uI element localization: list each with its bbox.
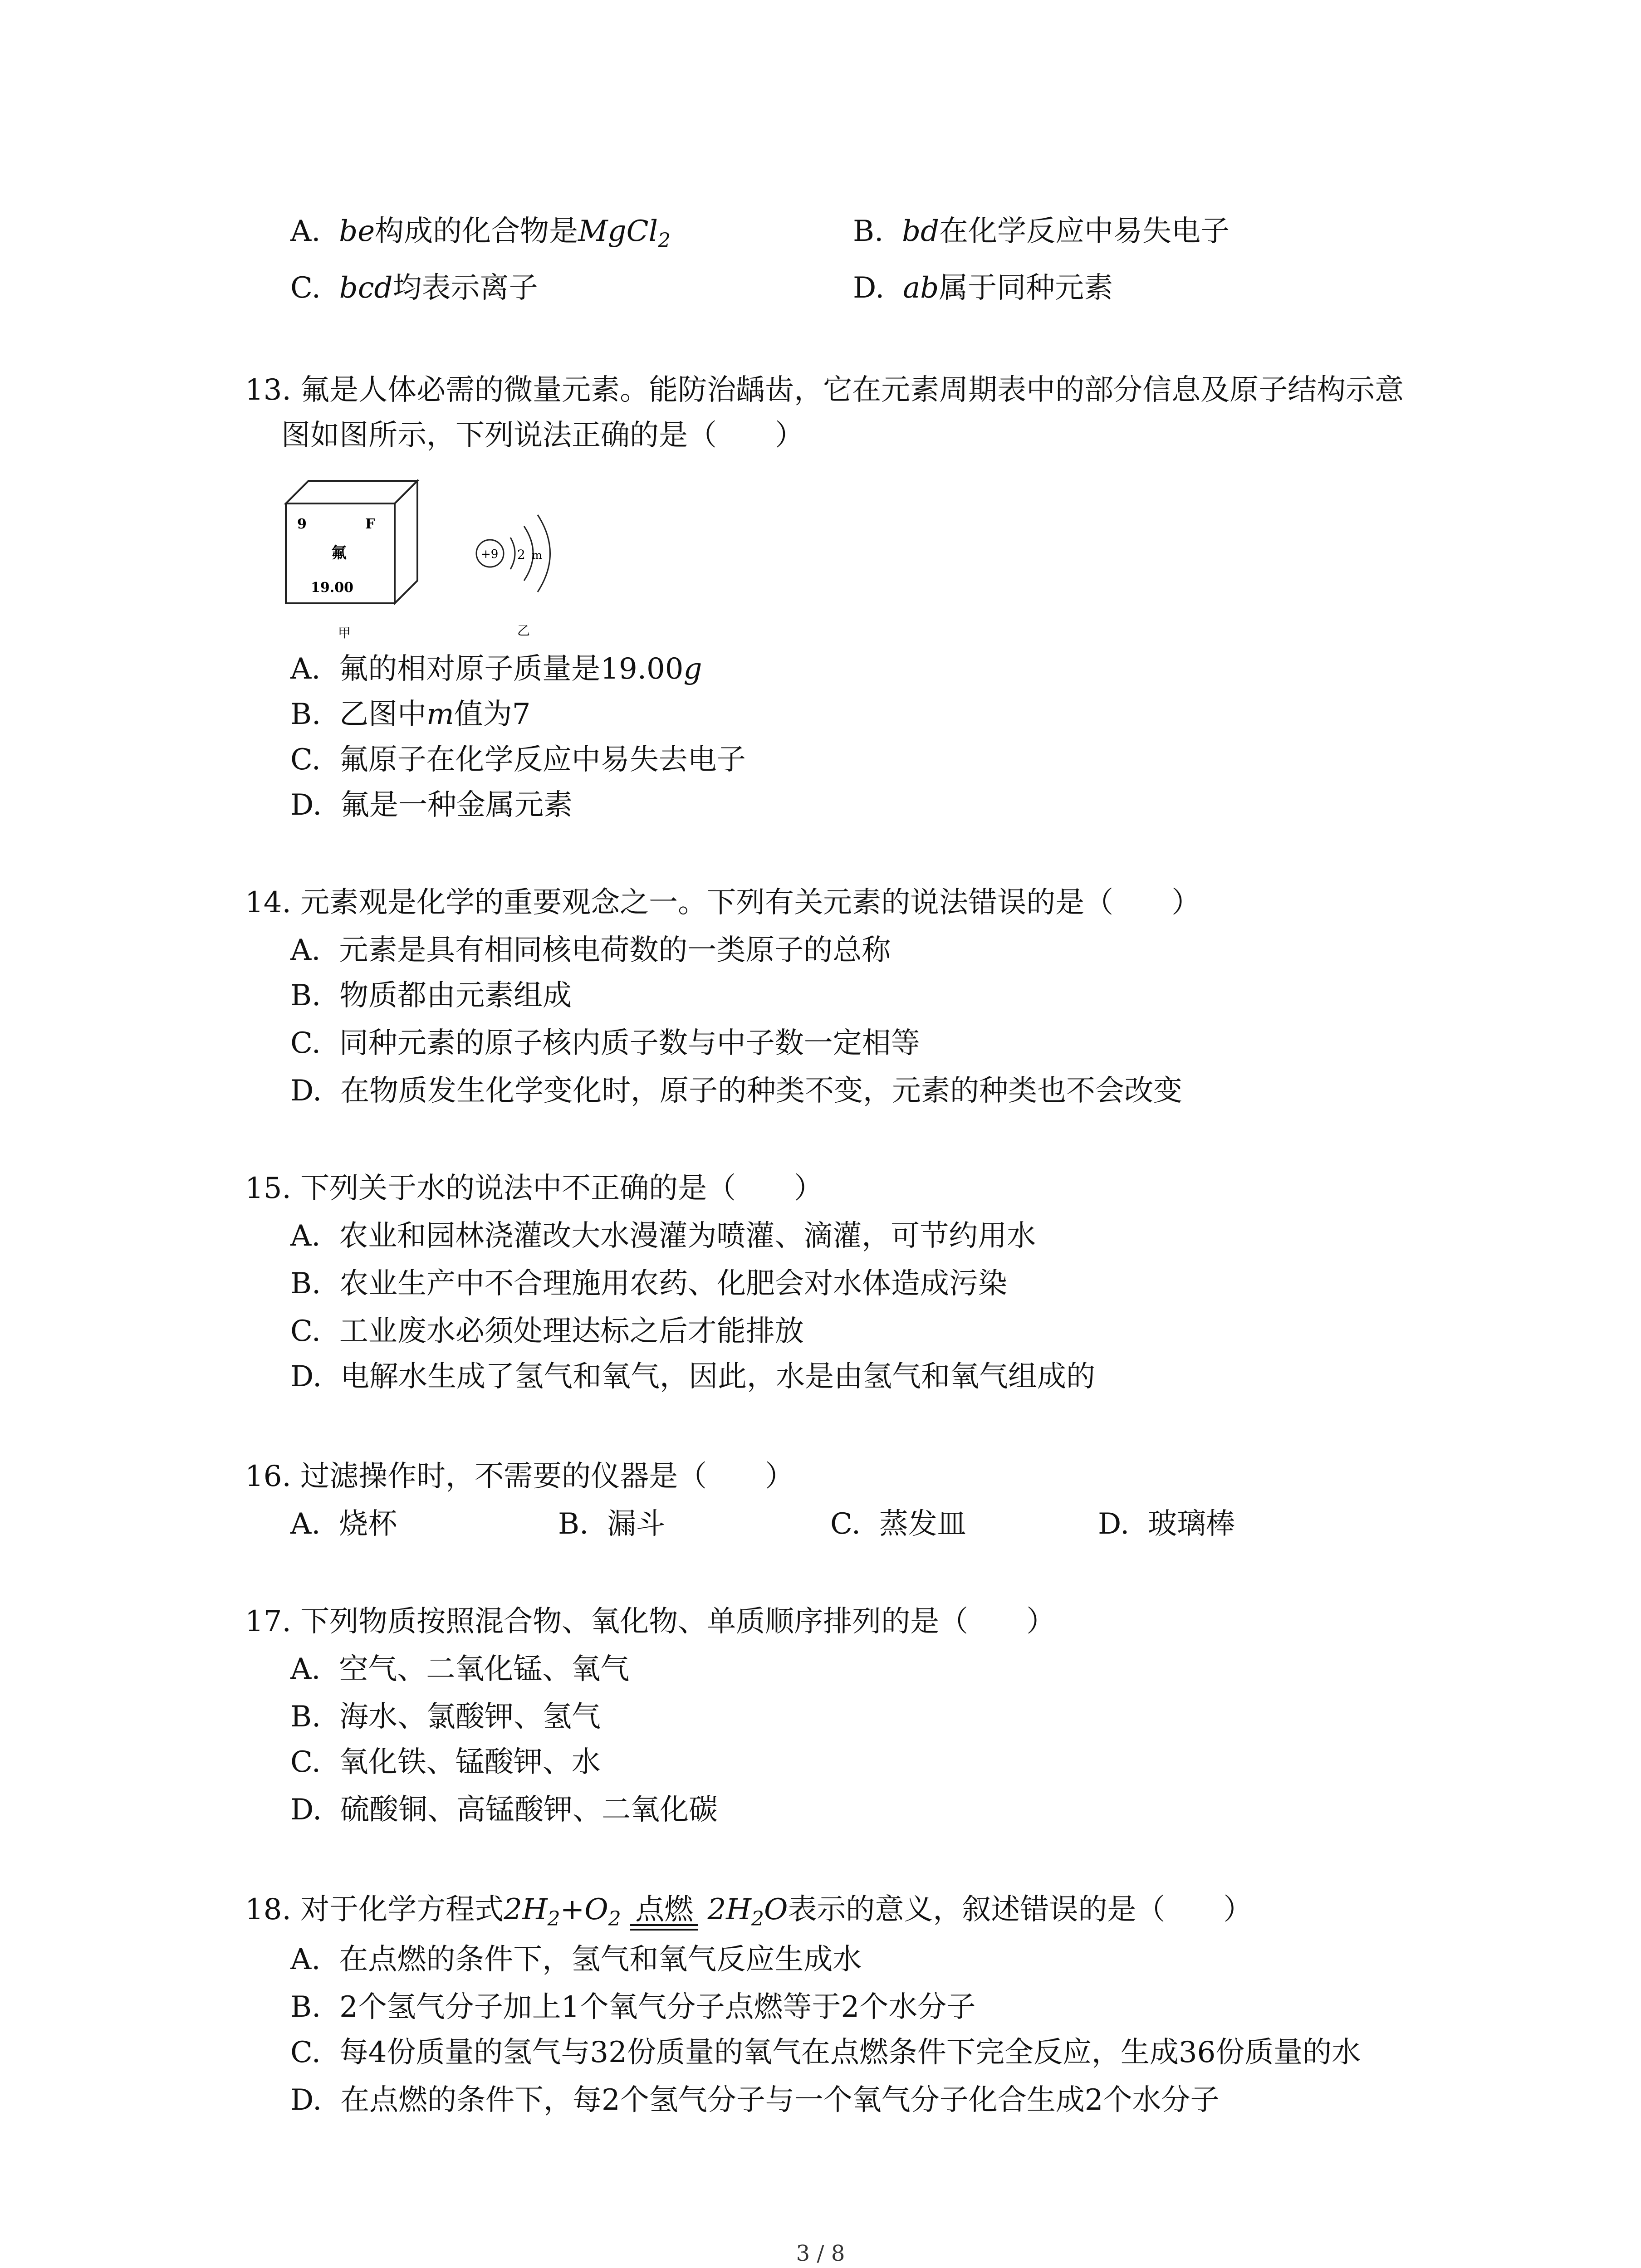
q14-stem	[245, 885, 1200, 921]
option-text: 同种元素的原子核内质子数与中子数一定相等	[339, 1026, 920, 1060]
shell-electrons-2: m	[532, 549, 542, 562]
question-text: 元素观是化学的重要观念之一。下列有关元素的说法错误的是（ ）	[300, 886, 1201, 919]
option-math: be	[339, 215, 375, 248]
q15-option-b	[290, 1266, 1007, 1302]
option-text: 每4份质量的氢气与32份质量的氧气在点燃条件下完全反应，生成36份质量的水	[339, 2036, 1361, 2069]
atom-structure	[476, 515, 550, 592]
question-number: 18.	[245, 1893, 291, 1926]
question-text: 图如图所示，下列说法正确的是（ ）	[281, 419, 804, 452]
option-text: 蒸发皿	[879, 1507, 966, 1541]
option-label: C.	[290, 2036, 321, 2069]
option-text: 乙图中	[339, 698, 427, 731]
question-text: 下列关于水的说法中不正确的是（ ）	[300, 1172, 823, 1205]
question-number: 14.	[245, 886, 291, 919]
equation-reactant-h2: $2H_2$	[504, 1893, 560, 1931]
option-text: 烧杯	[339, 1507, 397, 1541]
option-label: A.	[290, 1943, 321, 1976]
option-math: bd	[902, 215, 939, 248]
option-math: ab	[903, 271, 939, 305]
option-label: C.	[290, 1315, 321, 1348]
equation-arrow	[630, 1892, 698, 1931]
option-label: D.	[853, 271, 885, 305]
option-label: B.	[290, 979, 321, 1012]
option-text: 属于同种元素	[939, 271, 1113, 305]
element-symbol: F	[365, 516, 375, 532]
figure-label-a: 甲	[338, 626, 351, 640]
option-label: C.	[290, 1745, 321, 1779]
q14-option-c	[290, 1025, 920, 1061]
q18-option-d	[290, 2082, 1220, 2118]
option-label: A.	[290, 1507, 321, 1541]
option-label: A.	[290, 934, 321, 967]
option-text: 工业废水必须处理达标之后才能排放	[339, 1315, 804, 1348]
option-text: 海水、氯酸钾、氢气	[339, 1700, 601, 1734]
option-math: bcd	[339, 271, 393, 305]
question-text: 过滤操作时，不需要的仪器是（ ）	[300, 1460, 794, 1493]
nucleus-charge: +9	[481, 547, 499, 561]
option-text: 空气、二氧化锰、氧气	[339, 1652, 630, 1686]
question-number: 13.	[245, 373, 291, 407]
q15-stem	[245, 1170, 823, 1207]
q17-option-a	[290, 1651, 629, 1687]
option-label: B.	[558, 1507, 589, 1541]
question-text: 氟是人体必需的微量元素。能防治龋齿，它在元素周期表中的部分信息及原子结构示意	[300, 373, 1404, 407]
option-label: C.	[290, 1026, 321, 1060]
formula: MgCl	[578, 215, 658, 248]
atomic-number: 9	[297, 516, 307, 532]
question-text: 对于化学方程式	[300, 1893, 504, 1926]
question-text-post: 表示的意义，叙述错误的是（ ）	[788, 1893, 1253, 1926]
option-text: 物质都由元素组成	[339, 979, 572, 1012]
q12-option-a	[290, 213, 671, 259]
option-text: 氧化铁、锰酸钾、水	[339, 1745, 601, 1779]
q14-option-d	[290, 1073, 1182, 1109]
option-unit: g	[683, 652, 702, 686]
option-text: 玻璃棒	[1148, 1507, 1235, 1541]
option-text: 硫酸铜、高锰酸钾、二氧化碳	[340, 1793, 718, 1827]
page-number: 3 / 8	[796, 2241, 845, 2266]
q16-option-c	[830, 1506, 966, 1542]
option-label: D.	[290, 1793, 322, 1827]
option-text: 电解水生成了氢气和氧气，因此，水是由氢气和氧气组成的	[340, 1360, 1096, 1393]
q13-stem	[245, 372, 1404, 408]
option-text: 在点燃的条件下，氢气和氧气反应生成水	[339, 1943, 862, 1976]
q12-option-d	[853, 270, 1113, 306]
q15-option-d	[290, 1359, 1095, 1395]
option-label: A.	[290, 652, 321, 686]
element-name: 氟	[331, 544, 347, 562]
option-text: 氟的相对原子质量是	[339, 652, 601, 686]
option-text: 均表示离子	[392, 271, 538, 305]
option-label: D.	[290, 1074, 322, 1108]
atomic-mass: 19.00	[311, 580, 353, 596]
option-label: A.	[290, 215, 321, 248]
option-label: B.	[290, 1267, 321, 1300]
option-text: 构成的化合物是	[375, 215, 578, 248]
option-text: 漏斗	[607, 1507, 666, 1541]
q16-option-a	[290, 1506, 397, 1542]
option-label: C.	[290, 271, 321, 305]
q15-option-a	[290, 1218, 1036, 1254]
equation-product: $2H_2O$	[707, 1893, 788, 1931]
question-number: 17.	[245, 1605, 291, 1638]
q14-option-b	[290, 978, 572, 1014]
option-math: m	[426, 698, 454, 731]
question-text: 下列物质按照混合物、氧化物、单质顺序排列的是（ ）	[300, 1605, 1056, 1638]
option-number: 19.00	[600, 652, 684, 686]
q16-option-b	[558, 1506, 665, 1542]
option-text: 2个氢气分子加上1个氧气分子点燃等于2个水分子	[339, 1990, 976, 2024]
q17-option-d	[290, 1792, 718, 1828]
q12-option-c	[290, 270, 538, 306]
option-label: D.	[290, 1360, 322, 1393]
option-label: C.	[290, 743, 321, 777]
q13-option-a	[290, 651, 702, 687]
option-text: 氟是一种金属元素	[340, 788, 573, 822]
periodic-cell	[286, 481, 417, 603]
q13-option-b	[290, 696, 530, 733]
option-text: 在化学反应中易失电子	[939, 215, 1230, 248]
figure-label-b: 乙	[517, 623, 530, 638]
q18-option-b	[290, 1989, 975, 2025]
option-label: B.	[290, 1990, 321, 2024]
option-text: 农业和园林浇灌改大水漫灌为喷灌、滴灌，可节约用水	[339, 1219, 1036, 1253]
q15-option-c	[290, 1313, 804, 1349]
q13-stem-cont	[281, 417, 804, 454]
option-label: A.	[290, 1652, 321, 1686]
equation-reactant-o2: $+O_2$	[560, 1893, 621, 1931]
q16-stem	[245, 1458, 794, 1495]
subscript: 2	[658, 229, 671, 252]
question-number: 16.	[245, 1460, 291, 1493]
option-label: B.	[290, 1700, 321, 1734]
q12-option-b	[853, 213, 1230, 249]
q13-option-d	[290, 787, 573, 823]
option-text: 氟原子在化学反应中易失去电子	[339, 743, 746, 777]
option-text: 在物质发生化学变化时，原子的种类不变，元素的种类也不会改变	[340, 1074, 1183, 1108]
option-label: B.	[290, 698, 321, 731]
option-text: 元素是具有相同核电荷数的一类原子的总称	[339, 934, 891, 967]
q18-option-c	[290, 2034, 1361, 2071]
option-label: D.	[1098, 1507, 1130, 1541]
option-text: 农业生产中不合理施用农药、化肥会对水体造成污染	[339, 1267, 1008, 1300]
q13-option-c	[290, 742, 746, 778]
q17-option-c	[290, 1744, 601, 1780]
q18-stem	[245, 1892, 1252, 1937]
option-label: D.	[290, 2083, 322, 2117]
option-label: C.	[830, 1507, 861, 1541]
q14-option-a	[290, 932, 891, 968]
q17-option-b	[290, 1699, 601, 1735]
option-label: D.	[290, 788, 322, 822]
option-label: A.	[290, 1219, 321, 1253]
q18-option-a	[290, 1941, 862, 1978]
q17-stem	[245, 1603, 1055, 1640]
option-text: 在点燃的条件下，每2个氢气分子与一个氧气分子化合生成2个水分子	[340, 2083, 1220, 2117]
shell-electrons-1: 2	[517, 547, 525, 562]
q16-option-d	[1098, 1506, 1235, 1542]
option-label: B.	[853, 215, 884, 248]
equation-condition: 点燃	[635, 1893, 694, 1926]
option-text-post: 值为7	[454, 698, 531, 731]
question-number: 15.	[245, 1172, 291, 1205]
fluorine-figure	[281, 458, 599, 649]
